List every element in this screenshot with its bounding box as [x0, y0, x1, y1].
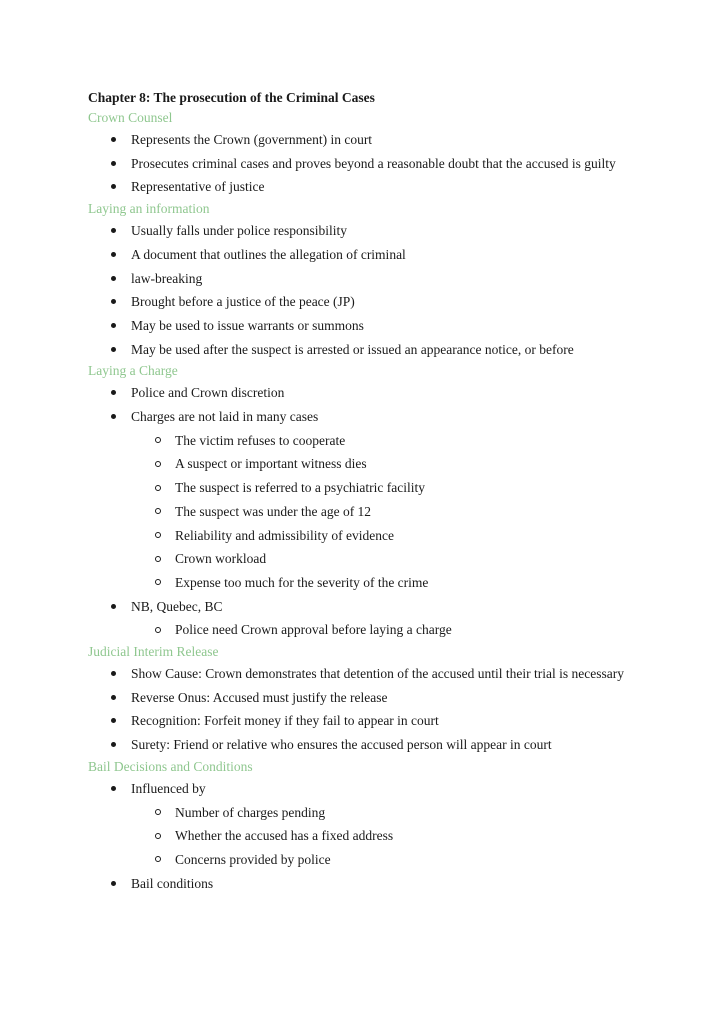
sublist-item: The suspect is referred to a psychiatric facility [131, 476, 648, 500]
laying-charge-list [88, 381, 648, 642]
crown-counsel-list [88, 128, 648, 199]
sublist-item: The suspect was under the age of 12 [131, 500, 648, 524]
section-heading-laying-charge: Laying a Charge [88, 363, 178, 379]
sublist-item: A suspect or important witness dies [131, 452, 648, 476]
judicial-interim-release-list [88, 662, 648, 757]
list-item: law-breaking [88, 267, 648, 291]
list-item: Usually falls under police responsibility [88, 219, 648, 243]
list-item: Surety: Friend or relative who ensures the accused person will appear in court [88, 733, 648, 757]
section-heading-laying-information: Laying an information [88, 201, 210, 217]
list-item: Represents the Crown (government) in court [88, 128, 648, 152]
list-item-label: NB, Quebec, BC [131, 598, 223, 614]
sublist-item: Reliability and admissibility of evidence [131, 524, 648, 548]
list-item: Representative of justice [88, 175, 648, 199]
section-heading-crown-counsel: Crown Counsel [88, 110, 173, 125]
provinces-sublist [88, 618, 648, 642]
charges-not-laid-sublist [88, 429, 648, 595]
list-item: May be used after the suspect is arrested or issued an appearance notice, or before [88, 338, 648, 362]
list-item: May be used to issue warrants or summons [88, 314, 648, 338]
section-heading-judicial-interim-release: Judicial Interim Release [88, 644, 219, 660]
sublist-item: Expense too much for the severity of the crime [131, 571, 648, 595]
list-item: Recognition: Forfeit money if they fail to appear in court [88, 709, 648, 733]
document-page [88, 88, 648, 895]
laying-information-list [88, 219, 648, 361]
list-item-label: Charges are not laid in many cases [131, 409, 319, 425]
list-item [88, 405, 648, 595]
section-heading-bail-decisions: Bail Decisions and Conditions [88, 758, 253, 774]
sublist-item: Whether the accused has a fixed address [131, 824, 648, 848]
bail-decisions-list [88, 777, 648, 896]
list-item: Bail conditions [88, 872, 648, 896]
sublist-item: The victim refuses to cooperate [131, 429, 648, 453]
chapter-title: Chapter 8: The prosecution of the Criminal Cases [88, 90, 375, 105]
list-item-label: Influenced by [131, 780, 206, 796]
list-item: Police and Crown discretion [88, 381, 648, 405]
sublist-item: Concerns provided by police [131, 848, 648, 872]
list-item [88, 777, 648, 872]
list-item: Prosecutes criminal cases and proves beyond a reasonable doubt that the accused is guilty [88, 152, 648, 176]
sublist-item: Number of charges pending [131, 801, 648, 825]
influenced-by-sublist [88, 801, 648, 872]
list-item: Show Cause: Crown demonstrates that detention of the accused until their trial is necessary [88, 662, 648, 686]
list-item: A document that outlines the allegation of criminal [88, 243, 648, 267]
sublist-item: Crown workload [131, 547, 648, 571]
sublist-item: Police need Crown approval before laying a charge [131, 618, 648, 642]
list-item: Reverse Onus: Accused must justify the release [88, 686, 648, 710]
list-item: Brought before a justice of the peace (JP) [88, 290, 648, 314]
list-item [88, 595, 648, 642]
